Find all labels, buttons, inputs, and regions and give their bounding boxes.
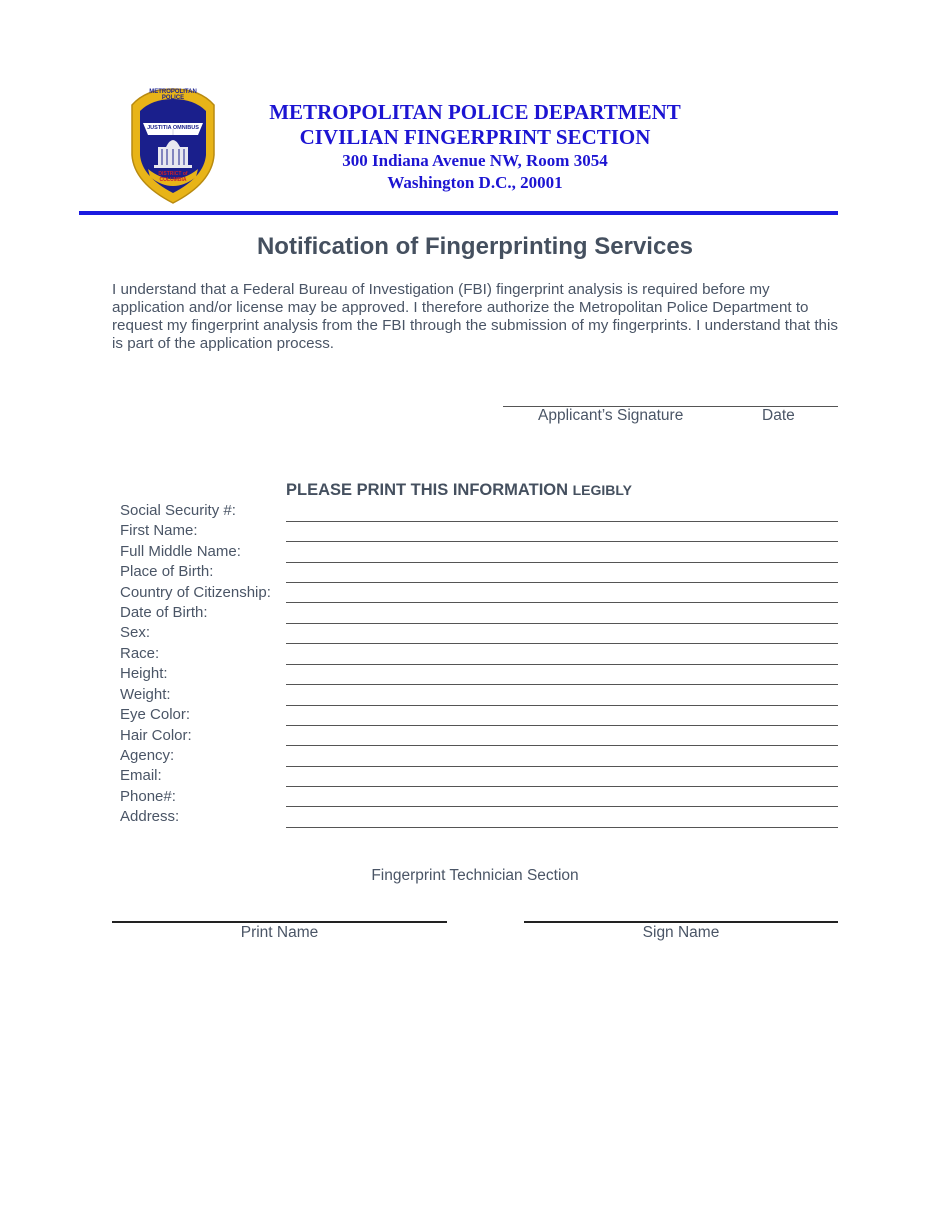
field-label-height: Height: xyxy=(120,665,168,682)
seal-bottom-text: DISTRICT of COLUMBIA xyxy=(158,171,188,183)
seal-motto: JUSTITIA OMNIBUS xyxy=(147,125,199,131)
seal-top-text: METROPOLITAN POLICE xyxy=(149,89,197,101)
sign-name-line[interactable] xyxy=(524,921,838,923)
department-name: METROPOLITAN POLICE DEPARTMENT xyxy=(269,100,681,124)
field-line-hair-color[interactable] xyxy=(286,745,838,746)
print-name-label: Print Name xyxy=(240,924,319,941)
technician-section-label: Fingerprint Technician Section xyxy=(371,867,579,884)
print-name-line[interactable] xyxy=(112,921,447,923)
page-title: Notification of Fingerprinting Services xyxy=(256,233,694,260)
field-line-address[interactable] xyxy=(286,827,838,828)
field-label-first-name: First Name: xyxy=(120,522,198,539)
field-label-hair-color: Hair Color: xyxy=(120,727,192,744)
date-label: Date xyxy=(762,407,795,424)
field-label-weight: Weight: xyxy=(120,686,171,703)
field-line-middle-name[interactable] xyxy=(286,562,838,563)
field-line-agency[interactable] xyxy=(286,766,838,767)
field-line-phone[interactable] xyxy=(286,806,838,807)
field-label-middle-name: Full Middle Name: xyxy=(120,543,241,560)
field-line-race[interactable] xyxy=(286,664,838,665)
header-divider xyxy=(79,211,838,215)
field-line-date-of-birth[interactable] xyxy=(286,623,838,624)
field-label-race: Race: xyxy=(120,645,160,662)
city-address: Washington D.C., 20001 xyxy=(387,173,563,192)
field-line-citizenship[interactable] xyxy=(286,602,838,603)
field-label-place-of-birth: Place of Birth: xyxy=(120,563,214,580)
field-label-email: Email: xyxy=(120,767,162,784)
print-legibly-heading xyxy=(286,481,632,500)
field-label-address: Address: xyxy=(120,808,180,825)
applicant-signature-label: Applicant’s Signature xyxy=(538,407,684,424)
street-address: 300 Indiana Avenue NW, Room 3054 xyxy=(342,151,608,170)
sign-name-label: Sign Name xyxy=(642,924,720,941)
print-heading-small: LEGIBLY xyxy=(572,482,633,498)
field-label-sex: Sex: xyxy=(120,624,151,641)
field-line-sex[interactable] xyxy=(286,643,838,644)
print-heading-main: PLEASE PRINT THIS INFORMATION xyxy=(286,481,569,499)
field-label-citizenship: Country of Citizenship: xyxy=(120,584,271,601)
field-label-phone: Phone#: xyxy=(120,788,176,805)
field-label-agency: Agency: xyxy=(120,747,175,764)
field-line-email[interactable] xyxy=(286,786,838,787)
field-line-weight[interactable] xyxy=(286,705,838,706)
field-line-first-name[interactable] xyxy=(286,541,838,542)
field-label-eye-color: Eye Color: xyxy=(120,706,191,723)
field-line-height[interactable] xyxy=(286,684,838,685)
field-label-ssn: Social Security #: xyxy=(120,502,236,519)
intro-paragraph: I understand that a Federal Bureau of Investigation (FBI) fingerprint analysis is required before my application and/or license may be approved. I therefore authorize the Metropolitan Police Department to request my fingerprint analysis from the FBI through the submission of my fingerprints. I understand that this is part of the application process. xyxy=(112,281,838,352)
field-label-date-of-birth: Date of Birth: xyxy=(120,604,208,621)
section-name: CIVILIAN FINGERPRINT SECTION xyxy=(299,125,651,149)
field-line-ssn[interactable] xyxy=(286,521,838,522)
field-line-place-of-birth[interactable] xyxy=(286,582,838,583)
field-line-eye-color[interactable] xyxy=(286,725,838,726)
